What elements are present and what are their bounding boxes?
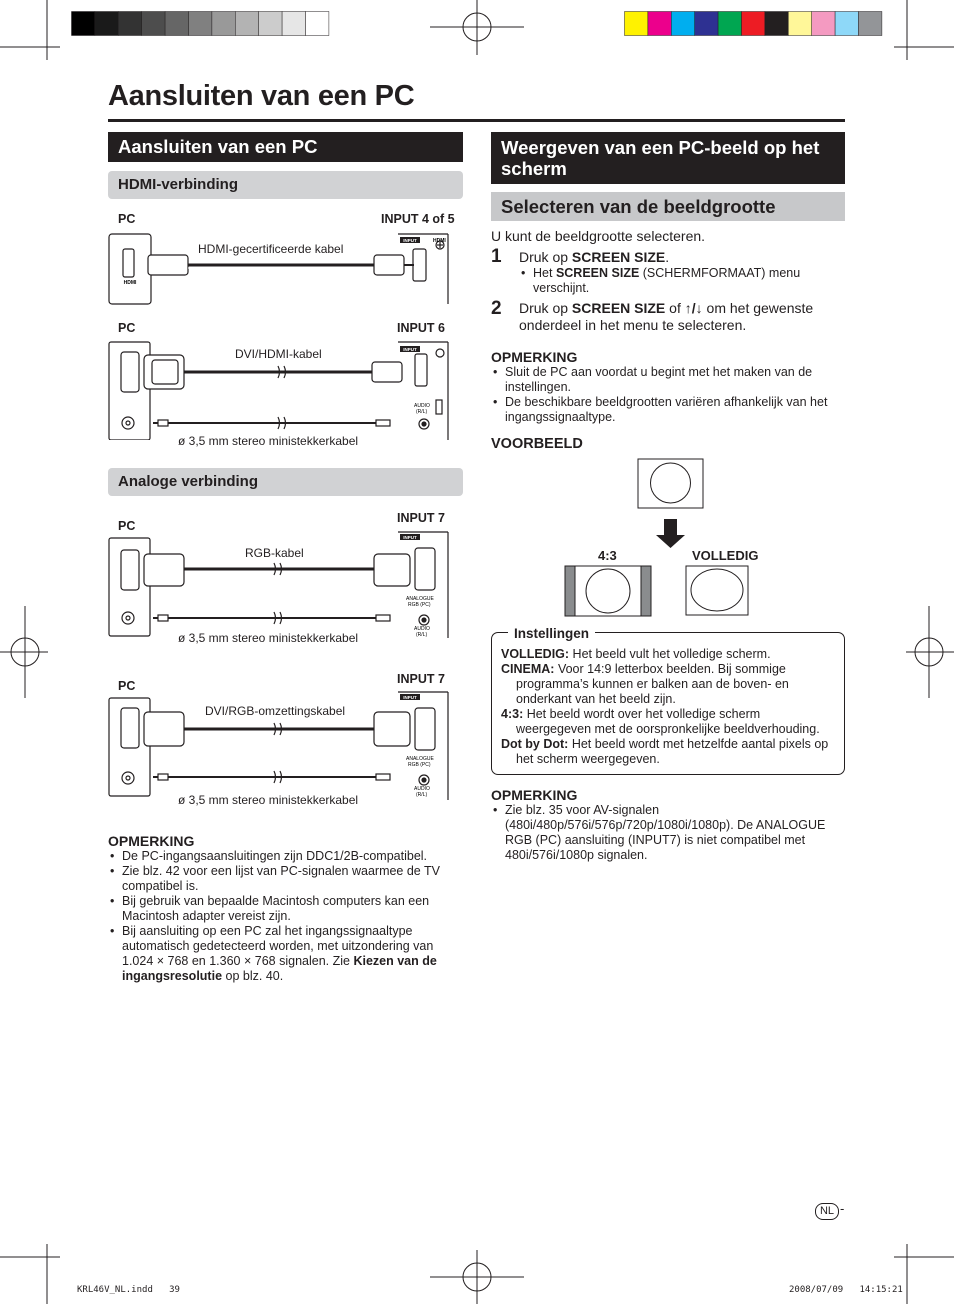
color-swatch	[212, 12, 235, 36]
hdmi-heading	[108, 171, 463, 199]
d1-pc-label: PC	[118, 212, 136, 226]
svg-text:AUDIO: AUDIO	[414, 626, 430, 632]
rgb-diagram	[108, 530, 463, 640]
color-swatch	[165, 12, 188, 36]
color-swatch	[812, 12, 835, 36]
svg-text:(R/L): (R/L)	[416, 409, 428, 415]
page-title: Aansluiten van een PC	[108, 80, 415, 112]
left-note-list	[108, 849, 458, 984]
svg-text:INPUT: INPUT	[403, 347, 417, 352]
d3-cable-label: RGB-kabel	[245, 546, 304, 560]
d4-pc-label: PC	[118, 679, 136, 693]
color-swatch	[306, 12, 329, 36]
left-note-title: OPMERKING	[108, 833, 195, 849]
d3-input-label: INPUT 7	[397, 511, 445, 525]
right-note1-list	[491, 365, 841, 425]
color-swatch	[788, 12, 811, 36]
color-swatch	[259, 12, 282, 36]
settings-item	[501, 662, 836, 707]
left-note-item-text: Bij aansluiting op een PC zal het ingangssignaaltype automatisch gedetecteerd worden, met uitzondering van 1.024 × 768 en 1.360 × 768 signalen. Zie	[122, 924, 434, 968]
section-title-right	[491, 132, 845, 184]
d4-input-label: INPUT 7	[397, 672, 445, 686]
hdmi-diagram	[108, 231, 463, 311]
step-1-bullet-key: SCREEN SIZE	[555, 266, 640, 280]
settings-item	[501, 707, 836, 737]
footer-filename: KRL46V_NL.indd 39	[77, 1285, 180, 1295]
step-2-text	[519, 300, 839, 334]
language-badge: NL	[815, 1203, 839, 1220]
color-swatch	[648, 12, 671, 36]
step-1-number: 1	[491, 246, 502, 267]
svg-text:INPUT: INPUT	[403, 535, 417, 540]
dvi-rgb-diagram	[108, 690, 463, 800]
step-2-tail: om het gewenste onderdeel in het menu te selecteren.	[519, 300, 814, 333]
right-note2-title: OPMERKING	[491, 787, 578, 803]
grayscale-color-bar	[71, 11, 331, 37]
subsection-title-text: Selecteren van de beeldgrootte	[501, 196, 776, 217]
step-1-bullet	[519, 266, 829, 296]
left-note-item: • Bij gebruik van bepaalde Macintosh computers kan een Macintosh adapter vereist zijn.	[108, 894, 458, 924]
settings-title: Instellingen	[508, 626, 595, 641]
process-color-bar	[624, 11, 884, 37]
svg-text:AUDIO: AUDIO	[414, 403, 430, 409]
color-swatch	[742, 12, 765, 36]
svg-text:INPUT: INPUT	[403, 238, 417, 243]
color-swatch	[718, 12, 741, 36]
color-swatch	[118, 12, 141, 36]
step-2-key: SCREEN SIZE	[571, 300, 666, 316]
color-swatch	[765, 12, 788, 36]
svg-text:RGB (PC): RGB (PC)	[408, 602, 431, 608]
svg-text:ANALOGUE: ANALOGUE	[406, 596, 434, 602]
left-note-item: • De PC-ingangsaansluitingen zijn DDC1/2B-compatibel.	[108, 849, 458, 864]
color-swatch	[72, 12, 95, 36]
dvi-hdmi-diagram	[108, 340, 463, 440]
color-swatch	[189, 12, 212, 36]
color-swatch	[282, 12, 305, 36]
step-1-bullet-post: (SCHERMFORMAAT) menu verschijnt.	[533, 266, 801, 295]
color-swatch	[95, 12, 118, 36]
analog-heading-text: Analoge verbinding	[118, 473, 259, 490]
section-title-right-text: Weergeven van een PC-beeld op het scherm	[501, 137, 820, 179]
settings-desc: Voor 14:9 letterbox beelden. Bij sommige programma’s kunnen er balken aan de boven- en onderkant van het beeld zijn.	[516, 662, 789, 706]
left-note-item: • Zie blz. 42 voor een lijst van PC-signalen waarmee de TV compatibel is.	[108, 864, 458, 894]
svg-text:INPUT: INPUT	[403, 695, 417, 700]
screen-size-example	[560, 458, 860, 618]
settings-item	[501, 737, 836, 767]
svg-text:(R/L): (R/L)	[416, 632, 428, 638]
d4-audio-label: ø 3,5 mm stereo ministekkerkabel	[178, 793, 359, 807]
settings-desc: Het beeld wordt over het volledige scherm weergegeven met de oorspronkelijke beeldverhouding.	[516, 707, 820, 736]
step-1-key: SCREEN SIZE	[571, 249, 666, 265]
step-2-number: 2	[491, 298, 502, 319]
settings-item	[501, 647, 836, 662]
color-swatch	[671, 12, 694, 36]
color-swatch	[142, 12, 165, 36]
pc-hdmi-port-label: HDMI	[123, 280, 137, 286]
left-note-item-link: Kiezen van de ingangsresolutie	[122, 954, 437, 983]
intro-text: U kunt de beeldgrootte selecteren.	[491, 228, 706, 244]
example-title: VOORBEELD	[491, 436, 583, 452]
color-swatch	[695, 12, 718, 36]
hdmi-heading-text: HDMI-verbinding	[118, 176, 238, 193]
color-swatch	[625, 12, 648, 36]
d3-pc-label: PC	[118, 519, 136, 533]
right-note1-item: • Sluit de PC aan voordat u begint met het maken van de instellingen.	[491, 365, 841, 395]
example-43-label: 4:3	[598, 548, 617, 563]
color-swatch	[859, 12, 882, 36]
step-1-text	[519, 249, 669, 266]
settings-term: 4:3:	[501, 707, 524, 721]
page-dash: -	[840, 1201, 845, 1216]
arrow-down-icon	[656, 519, 685, 548]
svg-text:ANALOGUE: ANALOGUE	[406, 756, 434, 762]
section-title-left-text: Aansluiten van een PC	[118, 136, 318, 157]
settings-desc: Het beeld wordt met hetzelfde aantal pixels op het scherm weergegeven.	[516, 737, 829, 766]
right-note2-item: • Zie blz. 35 voor AV-signalen (480i/480p/576i/576p/720p/1080i/1080p). De ANALOGUE RGB (PC) aansluiting (INPUT7) is niet compatibel met 480i/576i/1080p signalen.	[491, 803, 841, 863]
footer-timestamp: 2008/07/09 14:15:21	[789, 1285, 903, 1295]
left-note-item	[108, 924, 458, 984]
settings-term: CINEMA:	[501, 662, 555, 676]
settings-term: Dot by Dot:	[501, 737, 569, 751]
d3-audio-label: ø 3,5 mm stereo ministekkerkabel	[178, 631, 359, 645]
right-note1-item: • De beschikbare beeldgrootten variëren afhankelijk van het ingangssignaaltype.	[491, 395, 841, 425]
example-full-label: VOLLEDIG	[692, 548, 759, 563]
d2-audio-label: ø 3,5 mm stereo ministekkerkabel	[178, 434, 359, 448]
d1-cable-label: HDMI-gecertificeerde kabel	[198, 242, 344, 256]
step-1-bullet-pre: Het	[533, 266, 556, 280]
subsection-title	[491, 192, 845, 221]
settings-list	[501, 647, 836, 767]
step-2-pre: Druk op	[519, 300, 572, 316]
d4-cable-label: DVI/RGB-omzettingskabel	[205, 704, 346, 718]
title-rule	[108, 119, 845, 122]
svg-text:HDMI: HDMI	[433, 238, 446, 244]
step-2-post: of	[665, 300, 685, 316]
svg-text:AUDIO: AUDIO	[414, 786, 430, 792]
analog-heading	[108, 468, 463, 496]
right-note2-list	[491, 803, 841, 863]
settings-desc: Het beeld vult het volledige scherm.	[569, 647, 771, 661]
d2-pc-label: PC	[118, 321, 136, 335]
d1-input-label: INPUT 4 of 5	[381, 212, 455, 226]
step-1-pre: Druk op	[519, 249, 572, 265]
step-1-bullet-item	[519, 266, 829, 296]
d2-cable-label: DVI/HDMI-kabel	[235, 347, 322, 361]
svg-text:(R/L): (R/L)	[416, 792, 428, 798]
left-note-item-tail: op blz. 40.	[225, 969, 284, 983]
d2-input-label: INPUT 6	[397, 321, 445, 335]
svg-text:RGB (PC): RGB (PC)	[408, 762, 431, 768]
right-note1-title: OPMERKING	[491, 349, 578, 365]
section-title-left	[108, 132, 463, 162]
settings-term: VOLLEDIG:	[501, 647, 570, 661]
step-1-post: .	[665, 249, 670, 265]
up-down-arrow-icon: ↑/↓	[684, 300, 703, 316]
color-swatch	[235, 12, 258, 36]
color-swatch	[835, 12, 858, 36]
